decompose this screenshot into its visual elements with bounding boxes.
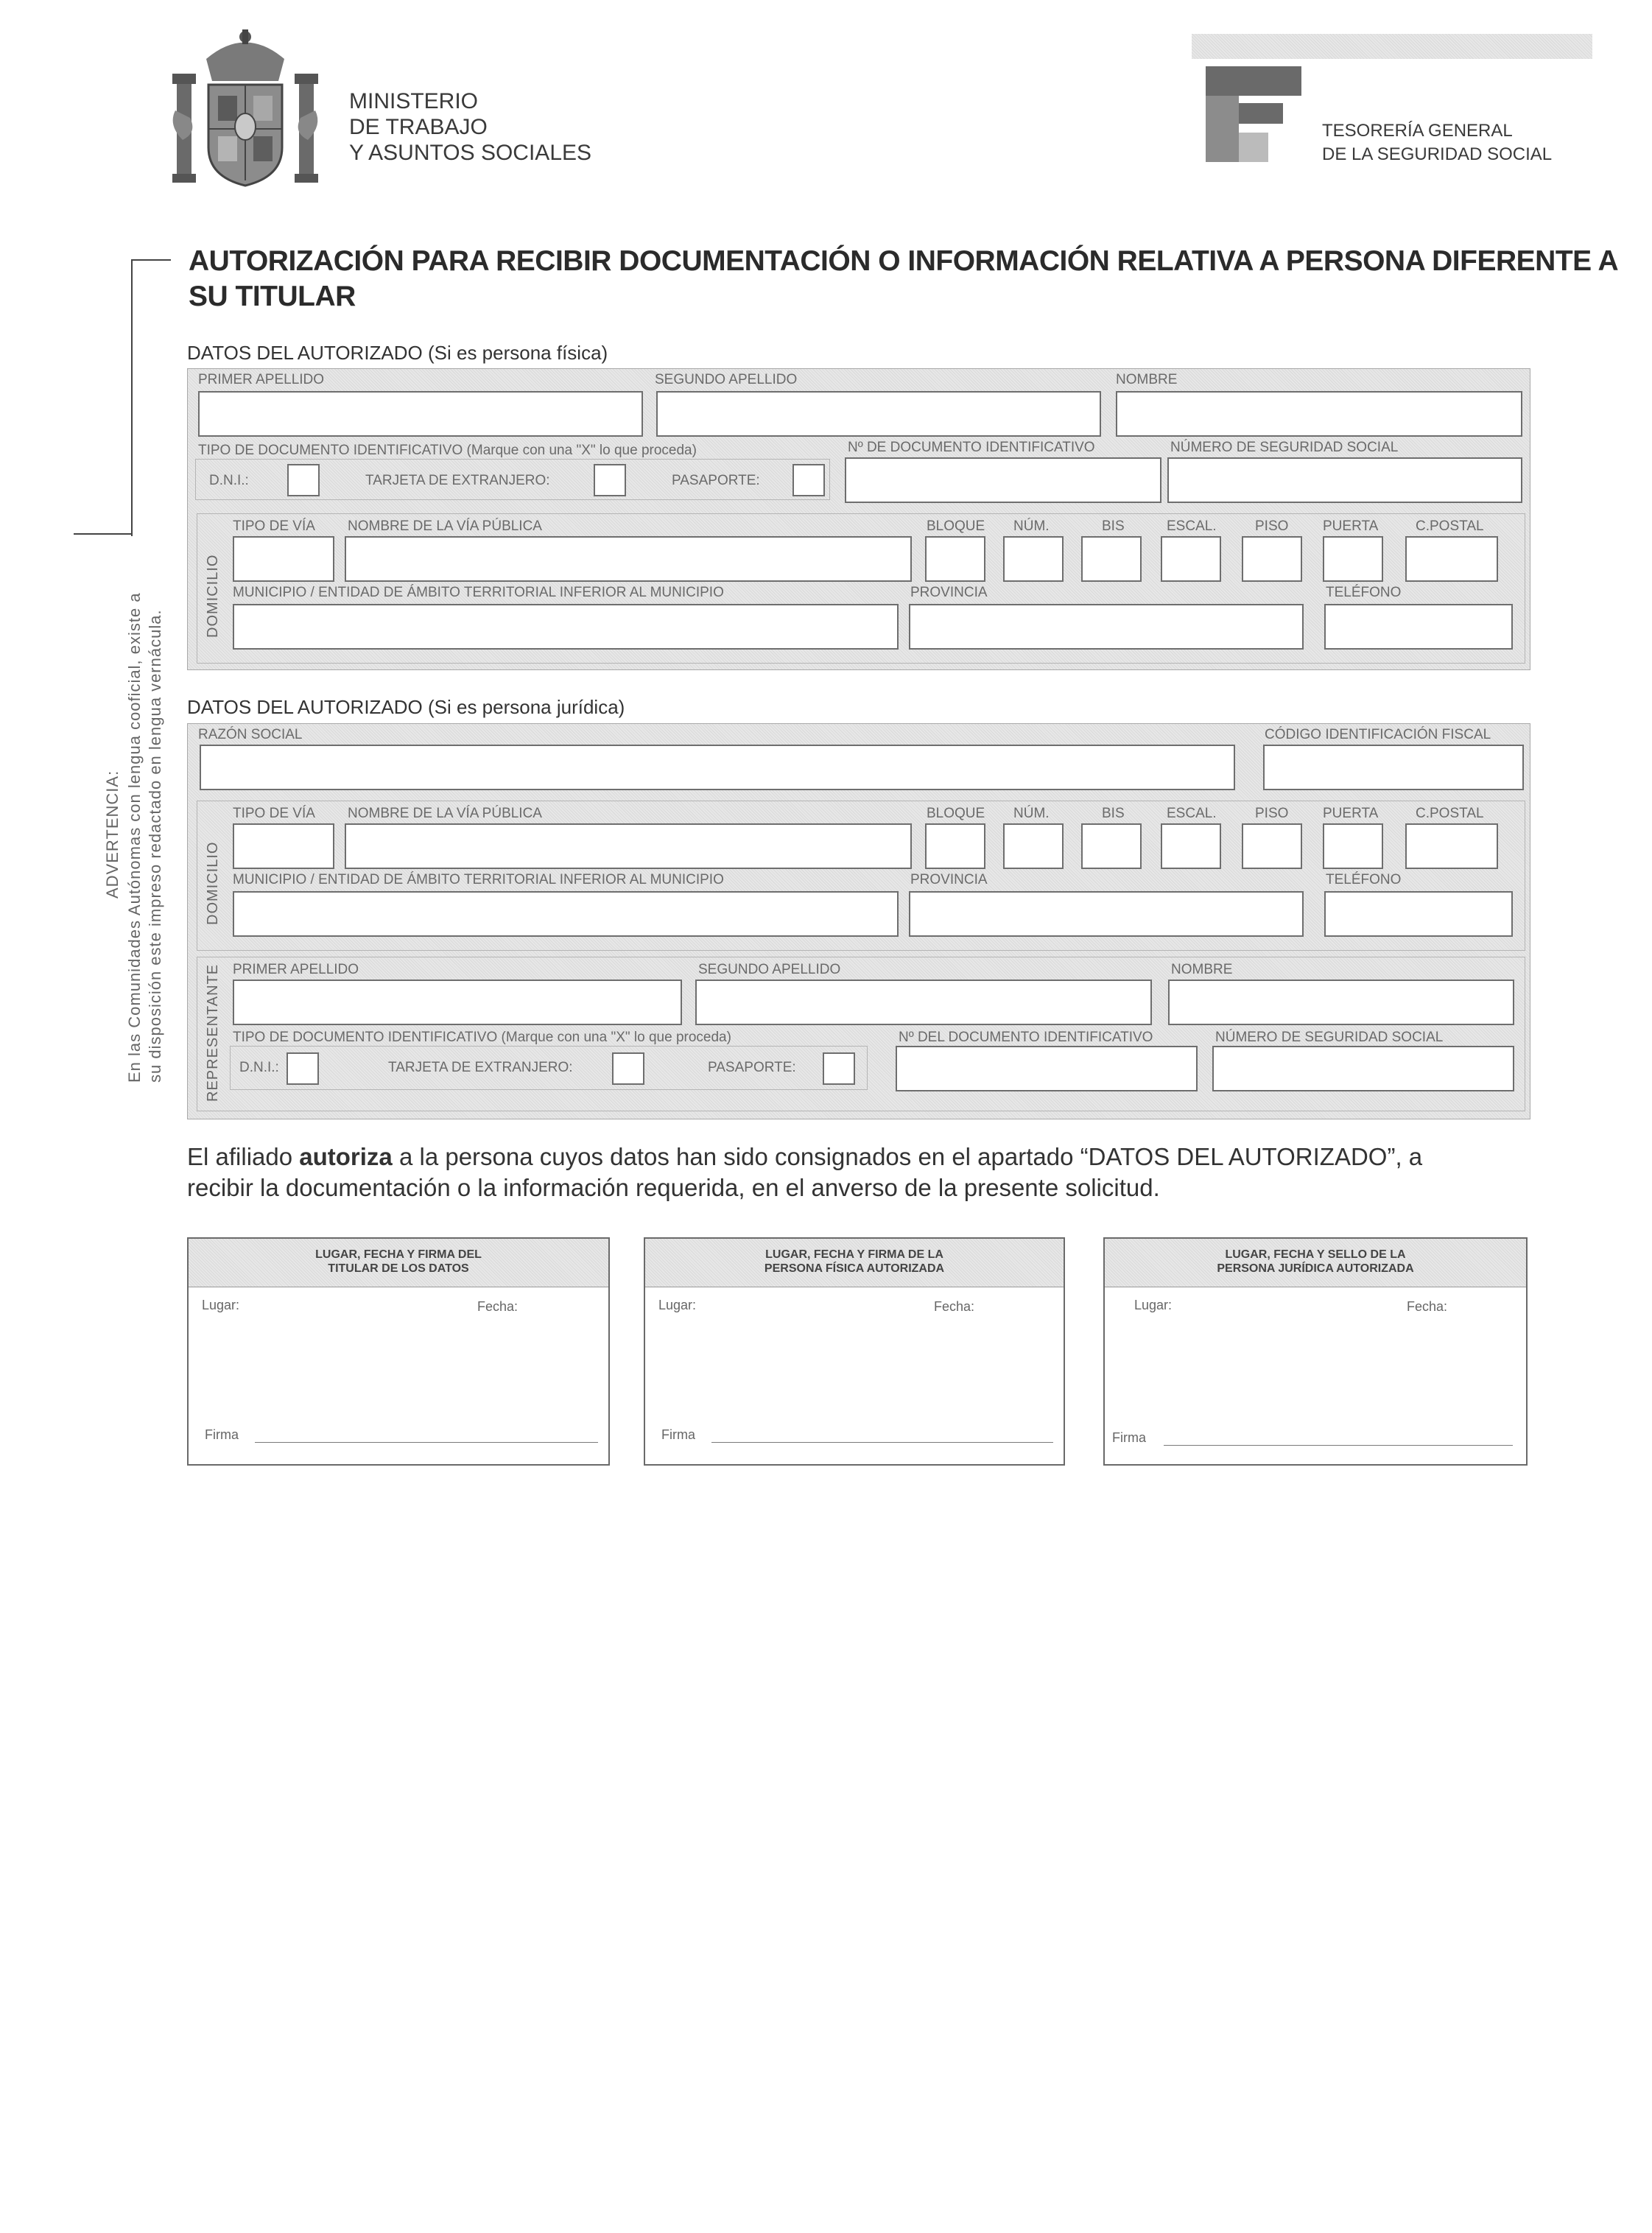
label-rep-pasaporte: PASAPORTE: bbox=[708, 1060, 796, 1075]
ministry-line-3: Y ASUNTOS SOCIALES bbox=[349, 141, 592, 165]
input-piso[interactable] bbox=[1242, 536, 1302, 582]
label-bloque: BLOQUE bbox=[927, 806, 985, 821]
warning-line-2: su disposición este impreso redactado en lengua vernácula. bbox=[146, 609, 164, 1083]
header-strip bbox=[1192, 34, 1592, 59]
label-puerta: PUERTA bbox=[1323, 806, 1379, 821]
signature-box-titular[interactable] bbox=[187, 1237, 610, 1466]
input-tipo-via[interactable] bbox=[233, 536, 334, 582]
doc-type-group bbox=[195, 459, 830, 500]
statement-bold: autoriza bbox=[299, 1143, 393, 1170]
label-rep-nombre: NOMBRE bbox=[1171, 962, 1233, 977]
label-rep-num-seguridad-social: NÚMERO DE SEGURIDAD SOCIAL bbox=[1215, 1030, 1444, 1045]
signature-header-line-1: LUGAR, FECHA Y FIRMA DEL bbox=[315, 1248, 482, 1261]
label-nombre: NOMBRE bbox=[1116, 372, 1178, 387]
input-puerta[interactable] bbox=[1323, 536, 1383, 582]
label-razon-social: RAZÓN SOCIAL bbox=[198, 727, 303, 742]
signature-header bbox=[189, 1239, 608, 1287]
input-primer-apellido[interactable] bbox=[198, 391, 643, 437]
label-rep-segundo-apellido: SEGUNDO APELLIDO bbox=[698, 962, 841, 977]
input-num-documento[interactable] bbox=[845, 457, 1161, 503]
input-rep-num-seguridad-social[interactable] bbox=[1212, 1046, 1514, 1091]
representante-side-label: REPRESENTANTE bbox=[205, 963, 221, 1102]
label-primer-apellido: PRIMER APELLIDO bbox=[198, 372, 325, 387]
label-num: NÚM. bbox=[1013, 518, 1050, 534]
label-lugar: Lugar: bbox=[658, 1298, 697, 1312]
ministry-line-1: MINISTERIO bbox=[349, 89, 479, 113]
section-title-fisica: DATOS DEL AUTORIZADO (Si es persona física) bbox=[187, 342, 608, 364]
input-segundo-apellido[interactable] bbox=[656, 391, 1101, 437]
input-tipo-via[interactable] bbox=[233, 823, 334, 869]
input-escal[interactable] bbox=[1161, 823, 1221, 869]
label-num: NÚM. bbox=[1013, 806, 1050, 821]
label-bis: BIS bbox=[1102, 518, 1125, 534]
label-fecha: Fecha: bbox=[1407, 1299, 1448, 1314]
input-provincia[interactable] bbox=[909, 891, 1304, 937]
input-municipio[interactable] bbox=[233, 891, 899, 937]
input-rep-nombre[interactable] bbox=[1168, 980, 1514, 1025]
input-num-seguridad-social[interactable] bbox=[1167, 457, 1522, 503]
input-rep-segundo-apellido[interactable] bbox=[695, 980, 1152, 1025]
signature-header bbox=[1105, 1239, 1526, 1287]
label-escal: ESCAL. bbox=[1167, 806, 1217, 821]
statement-part-1: El afiliado bbox=[187, 1143, 300, 1170]
label-lugar: Lugar: bbox=[1134, 1298, 1173, 1312]
ministry-name bbox=[349, 88, 591, 166]
input-nombre-via[interactable] bbox=[345, 536, 912, 582]
statement-line-1 bbox=[187, 1142, 1422, 1172]
title-line-2: SU TITULAR bbox=[189, 281, 356, 312]
label-tipo-via: TIPO DE VÍA bbox=[233, 518, 315, 534]
signature-line bbox=[711, 1442, 1053, 1443]
signature-line bbox=[255, 1442, 598, 1443]
signature-header-line-2: PERSONA FÍSICA AUTORIZADA bbox=[764, 1262, 945, 1275]
label-fecha: Fecha: bbox=[477, 1299, 519, 1314]
input-cpostal[interactable] bbox=[1405, 823, 1498, 869]
signature-box-persona-fisica[interactable] bbox=[644, 1237, 1065, 1466]
label-pasaporte: PASAPORTE: bbox=[672, 473, 760, 488]
input-razon-social[interactable] bbox=[200, 745, 1235, 790]
label-telefono: TELÉFONO bbox=[1326, 585, 1402, 600]
statement-part-2: a la persona cuyos datos han sido consignados en el apartado “DATOS DEL AUTORIZADO”, a bbox=[392, 1143, 1423, 1170]
title-line-1: AUTORIZACIÓN PARA RECIBIR DOCUMENTACIÓN O INFORMACIÓN RELATIVA A PERSONA DIFERENTE A bbox=[189, 245, 1619, 277]
label-num-seguridad-social: NÚMERO DE SEGURIDAD SOCIAL bbox=[1170, 440, 1399, 455]
label-nombre-via: NOMBRE DE LA VÍA PÚBLICA bbox=[348, 806, 542, 821]
tgss-line-1: TESORERÍA GENERAL bbox=[1322, 121, 1513, 141]
input-telefono[interactable] bbox=[1324, 604, 1513, 650]
label-firma: Firma bbox=[661, 1427, 695, 1442]
label-tipo-via: TIPO DE VÍA bbox=[233, 806, 315, 821]
input-bis[interactable] bbox=[1081, 823, 1142, 869]
label-rep-tipo-documento: TIPO DE DOCUMENTO IDENTIFICATIVO (Marque con una "X" lo que proceda) bbox=[233, 1030, 731, 1045]
input-rep-primer-apellido[interactable] bbox=[233, 980, 682, 1025]
input-num[interactable] bbox=[1003, 536, 1064, 582]
label-escal: ESCAL. bbox=[1167, 518, 1217, 534]
label-fecha: Fecha: bbox=[934, 1299, 975, 1314]
title-bracket-foot bbox=[74, 533, 133, 535]
signature-header bbox=[645, 1239, 1064, 1287]
authorization-statement bbox=[187, 1142, 1422, 1203]
label-firma: Firma bbox=[205, 1427, 239, 1442]
input-puerta[interactable] bbox=[1323, 823, 1383, 869]
rep-doc-type-group bbox=[230, 1046, 868, 1090]
label-dni: D.N.I.: bbox=[209, 473, 249, 488]
label-rep-dni: D.N.I.: bbox=[239, 1060, 279, 1075]
input-bloque[interactable] bbox=[925, 536, 985, 582]
input-nombre-via[interactable] bbox=[345, 823, 912, 869]
label-nombre-via: NOMBRE DE LA VÍA PÚBLICA bbox=[348, 518, 542, 534]
signature-box-persona-juridica[interactable] bbox=[1103, 1237, 1528, 1466]
signature-header-line-2: TITULAR DE LOS DATOS bbox=[328, 1262, 469, 1275]
label-piso: PISO bbox=[1255, 806, 1289, 821]
label-tarjeta-extranjero: TARJETA DE EXTRANJERO: bbox=[365, 473, 550, 488]
label-cpostal: C.POSTAL bbox=[1416, 518, 1484, 534]
label-cif: CÓDIGO IDENTIFICACIÓN FISCAL bbox=[1265, 727, 1491, 742]
title-bracket bbox=[131, 259, 171, 536]
checkbox-pasaporte[interactable] bbox=[792, 464, 825, 496]
coat-of-arms-logo bbox=[168, 29, 323, 188]
form-title bbox=[189, 244, 1618, 314]
domicilio-side-label: DOMICILIO bbox=[205, 554, 221, 638]
input-municipio[interactable] bbox=[233, 604, 899, 650]
label-municipio: MUNICIPIO / ENTIDAD DE ÁMBITO TERRITORIAL INFERIOR AL MUNICIPIO bbox=[233, 585, 724, 600]
input-nombre[interactable] bbox=[1116, 391, 1522, 437]
input-bis[interactable] bbox=[1081, 536, 1142, 582]
label-firma: Firma bbox=[1112, 1430, 1146, 1445]
signature-header-line-1: LUGAR, FECHA Y FIRMA DE LA bbox=[765, 1248, 943, 1261]
input-bloque[interactable] bbox=[925, 823, 985, 869]
checkbox-rep-pasaporte[interactable] bbox=[823, 1052, 855, 1085]
label-bloque: BLOQUE bbox=[927, 518, 985, 534]
label-municipio: MUNICIPIO / ENTIDAD DE ÁMBITO TERRITORIAL INFERIOR AL MUNICIPIO bbox=[233, 872, 724, 887]
input-num[interactable] bbox=[1003, 823, 1064, 869]
input-cif[interactable] bbox=[1263, 745, 1524, 790]
warning-line-1: En las Comunidades Autónomas con lengua cooficial, existe a bbox=[125, 592, 144, 1083]
signature-header-line-2: PERSONA JURÍDICA AUTORIZADA bbox=[1217, 1262, 1414, 1275]
label-tipo-documento: TIPO DE DOCUMENTO IDENTIFICATIVO (Marque con una "X" lo que proceda) bbox=[198, 443, 697, 458]
input-provincia[interactable] bbox=[909, 604, 1304, 650]
section-title-juridica: DATOS DEL AUTORIZADO (Si es persona jurídica) bbox=[187, 696, 625, 718]
juridica-panel bbox=[187, 723, 1530, 1119]
label-rep-num-documento: Nº DEL DOCUMENTO IDENTIFICATIVO bbox=[899, 1030, 1153, 1045]
checkbox-dni[interactable] bbox=[287, 464, 320, 496]
label-segundo-apellido: SEGUNDO APELLIDO bbox=[655, 372, 798, 387]
tgss-name bbox=[1322, 119, 1552, 166]
label-rep-tarjeta-extranjero: TARJETA DE EXTRANJERO: bbox=[388, 1060, 573, 1075]
label-provincia: PROVINCIA bbox=[910, 585, 988, 600]
domicilio-group-fisica bbox=[197, 513, 1525, 664]
ministry-line-2: DE TRABAJO bbox=[349, 115, 488, 139]
domicilio-side-label-juridica: DOMICILIO bbox=[205, 841, 221, 925]
label-puerta: PUERTA bbox=[1323, 518, 1379, 534]
signature-line bbox=[1164, 1445, 1513, 1446]
label-bis: BIS bbox=[1102, 806, 1125, 821]
checkbox-rep-tarjeta-extranjero[interactable] bbox=[612, 1052, 644, 1085]
label-telefono: TELÉFONO bbox=[1326, 872, 1402, 887]
checkbox-rep-dni[interactable] bbox=[287, 1052, 319, 1085]
input-rep-num-documento[interactable] bbox=[896, 1046, 1198, 1091]
statement-line-2: recibir la documentación o la información requerida, en el anverso de la presente solicitud. bbox=[187, 1174, 1160, 1201]
label-cpostal: C.POSTAL bbox=[1416, 806, 1484, 821]
label-provincia: PROVINCIA bbox=[910, 872, 988, 887]
fisica-panel bbox=[187, 368, 1530, 670]
domicilio-group-juridica bbox=[197, 801, 1525, 951]
input-telefono[interactable] bbox=[1324, 891, 1513, 937]
label-piso: PISO bbox=[1255, 518, 1289, 534]
tgss-line-2: DE LA SEGURIDAD SOCIAL bbox=[1322, 144, 1553, 164]
representante-group bbox=[197, 957, 1525, 1111]
tgss-logo bbox=[1206, 66, 1301, 162]
label-num-documento: Nº DE DOCUMENTO IDENTIFICATIVO bbox=[848, 440, 1095, 455]
label-lugar: Lugar: bbox=[202, 1298, 240, 1312]
signature-header-line-1: LUGAR, FECHA Y SELLO DE LA bbox=[1225, 1248, 1406, 1261]
label-rep-primer-apellido: PRIMER APELLIDO bbox=[233, 962, 359, 977]
input-escal[interactable] bbox=[1161, 536, 1221, 582]
input-cpostal[interactable] bbox=[1405, 536, 1498, 582]
checkbox-tarjeta-extranjero[interactable] bbox=[594, 464, 626, 496]
warning-heading: ADVERTENCIA: bbox=[103, 770, 122, 899]
input-piso[interactable] bbox=[1242, 823, 1302, 869]
